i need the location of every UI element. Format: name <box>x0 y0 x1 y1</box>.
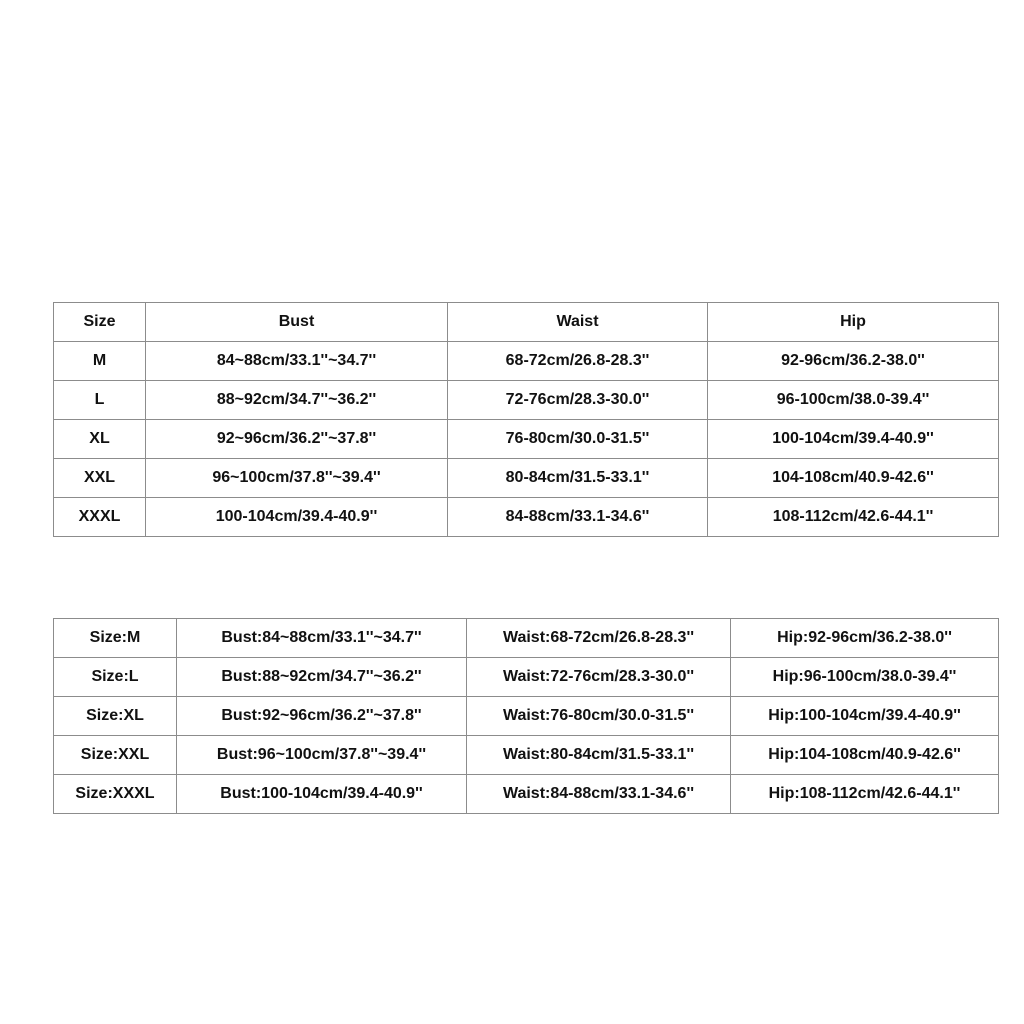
labeled-size-chart-table <box>53 618 999 814</box>
header-bust: Bust <box>146 303 448 342</box>
hip-cell: 96-100cm/38.0-39.4'' <box>708 381 999 420</box>
bust-cell: 100-104cm/39.4-40.9'' <box>146 498 448 537</box>
table-row <box>54 697 999 736</box>
header-hip: Hip <box>708 303 999 342</box>
hip-cell: 92-96cm/36.2-38.0'' <box>708 342 999 381</box>
bust-cell: 92~96cm/36.2''~37.8'' <box>146 420 448 459</box>
hip-cell: Hip:92-96cm/36.2-38.0'' <box>731 619 999 658</box>
hip-cell: Hip:100-104cm/39.4-40.9'' <box>731 697 999 736</box>
bust-cell: 88~92cm/34.7''~36.2'' <box>146 381 448 420</box>
hip-cell: 100-104cm/39.4-40.9'' <box>708 420 999 459</box>
table-row <box>54 342 999 381</box>
size-cell: Size:L <box>54 658 177 697</box>
bust-cell: 84~88cm/33.1''~34.7'' <box>146 342 448 381</box>
hip-cell: 104-108cm/40.9-42.6'' <box>708 459 999 498</box>
waist-cell: 76-80cm/30.0-31.5'' <box>448 420 708 459</box>
bust-cell: Bust:84~88cm/33.1''~34.7'' <box>177 619 467 658</box>
waist-cell: Waist:68-72cm/26.8-28.3'' <box>467 619 731 658</box>
table-row <box>54 381 999 420</box>
size-cell: Size:M <box>54 619 177 658</box>
hip-cell: 108-112cm/42.6-44.1'' <box>708 498 999 537</box>
size-chart-table <box>53 302 999 537</box>
table-row <box>54 498 999 537</box>
waist-cell: 84-88cm/33.1-34.6'' <box>448 498 708 537</box>
size-cell: L <box>54 381 146 420</box>
header-waist: Waist <box>448 303 708 342</box>
bust-cell: Bust:88~92cm/34.7''~36.2'' <box>177 658 467 697</box>
size-cell: XXL <box>54 459 146 498</box>
hip-cell: Hip:104-108cm/40.9-42.6'' <box>731 736 999 775</box>
table-row <box>54 459 999 498</box>
table-row <box>54 658 999 697</box>
waist-cell: Waist:72-76cm/28.3-30.0'' <box>467 658 731 697</box>
size-cell: M <box>54 342 146 381</box>
size-cell: Size:XXXL <box>54 775 177 814</box>
size-cell: XL <box>54 420 146 459</box>
table-row <box>54 619 999 658</box>
table-row <box>54 420 999 459</box>
size-cell: Size:XXL <box>54 736 177 775</box>
table-row <box>54 775 999 814</box>
table-row <box>54 736 999 775</box>
waist-cell: Waist:84-88cm/33.1-34.6'' <box>467 775 731 814</box>
size-cell: XXXL <box>54 498 146 537</box>
waist-cell: 72-76cm/28.3-30.0'' <box>448 381 708 420</box>
header-size: Size <box>54 303 146 342</box>
waist-cell: Waist:80-84cm/31.5-33.1'' <box>467 736 731 775</box>
waist-cell: 80-84cm/31.5-33.1'' <box>448 459 708 498</box>
waist-cell: Waist:76-80cm/30.0-31.5'' <box>467 697 731 736</box>
bust-cell: Bust:92~96cm/36.2''~37.8'' <box>177 697 467 736</box>
hip-cell: Hip:96-100cm/38.0-39.4'' <box>731 658 999 697</box>
hip-cell: Hip:108-112cm/42.6-44.1'' <box>731 775 999 814</box>
table-header-row <box>54 303 999 342</box>
waist-cell: 68-72cm/26.8-28.3'' <box>448 342 708 381</box>
bust-cell: Bust:100-104cm/39.4-40.9'' <box>177 775 467 814</box>
size-cell: Size:XL <box>54 697 177 736</box>
bust-cell: 96~100cm/37.8''~39.4'' <box>146 459 448 498</box>
bust-cell: Bust:96~100cm/37.8''~39.4'' <box>177 736 467 775</box>
